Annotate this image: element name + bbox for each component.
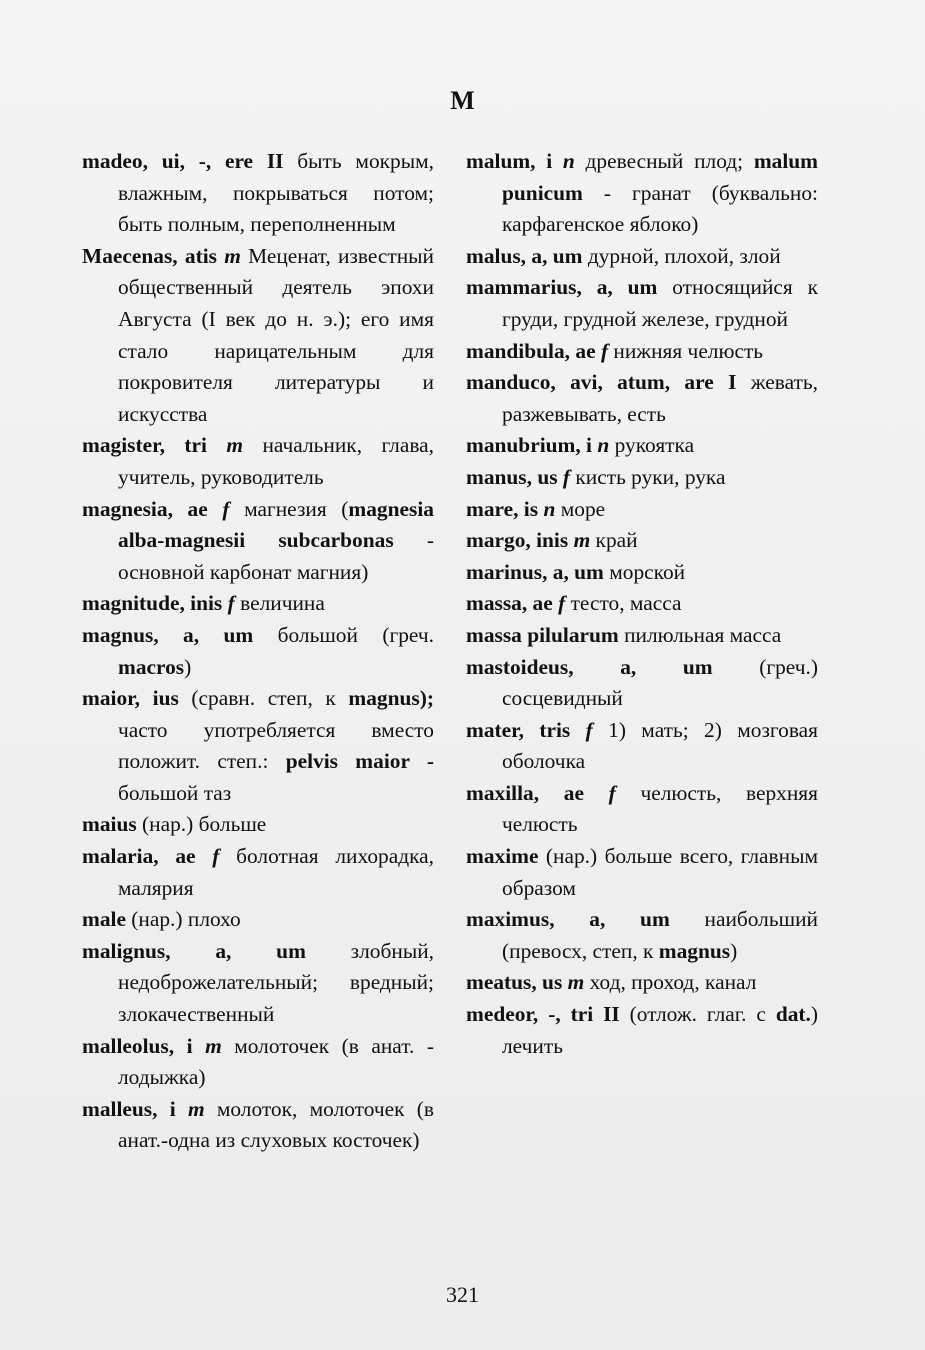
entry-definition: дурной, плохой, злой bbox=[582, 243, 781, 268]
dictionary-entry bbox=[82, 494, 434, 589]
entry-headword: maxilla, ae bbox=[466, 780, 584, 805]
entry-definition: древесный плод; bbox=[574, 149, 754, 173]
dictionary-entry bbox=[466, 967, 818, 999]
entry-headword: mastoideus, a, um bbox=[466, 654, 713, 679]
entry-definition: Меценат, известный общественный деятель эпохи Августа (I век до н. э.); его имя стало нарицательным для покровителя литературы и искусства bbox=[118, 243, 434, 426]
entry-headword: malus, a, um bbox=[466, 243, 583, 268]
dictionary-entry bbox=[82, 1094, 434, 1157]
entry-headword: male bbox=[82, 907, 126, 932]
entry-headword: margo, inis bbox=[466, 528, 569, 553]
entry-definition: молоток, молоточек (в анат.-одна из слуховых косточек) bbox=[118, 1096, 434, 1153]
dictionary-entry bbox=[82, 936, 434, 1031]
entry-definition: жевать, разжевывать, есть bbox=[502, 370, 818, 426]
dictionary-entry bbox=[82, 841, 434, 904]
entry-definition: (нар.) плохо bbox=[125, 907, 241, 932]
entry-latin-term: magnus); bbox=[348, 686, 434, 711]
entry-gender: f bbox=[212, 844, 220, 869]
dictionary-entry bbox=[82, 809, 434, 841]
entry-headword: mare, is bbox=[466, 496, 539, 521]
page-number: 321 bbox=[446, 1282, 479, 1307]
dictionary-entry bbox=[466, 620, 818, 652]
dictionary-entry bbox=[82, 241, 434, 431]
entry-definition: нижняя челюсть bbox=[608, 338, 764, 363]
dictionary-entry bbox=[466, 904, 818, 967]
entry-definition: (греч.) сосцевидный bbox=[502, 654, 818, 711]
entry-latin-term: magnus bbox=[658, 938, 731, 963]
entry-definition: пилюльная масса bbox=[618, 622, 782, 647]
entry-headword: magister, tri bbox=[82, 433, 207, 458]
entry-headword: malaria, ae bbox=[82, 844, 196, 869]
left-column bbox=[82, 146, 434, 1157]
entry-gender: f bbox=[585, 717, 593, 742]
entry-headword: malignus, a, um bbox=[82, 938, 306, 963]
entry-gender: m bbox=[567, 970, 585, 995]
dictionary-entry bbox=[466, 588, 818, 620]
entry-definition-cont: ) bbox=[184, 654, 192, 679]
entry-headword: medeor, -, tri II bbox=[466, 1002, 620, 1027]
entry-gender: m bbox=[205, 1033, 222, 1058]
entry-gender: n bbox=[543, 496, 556, 521]
entry-headword: magnus, a, um bbox=[82, 622, 254, 647]
section-letter: M bbox=[450, 86, 475, 115]
dictionary-entry bbox=[466, 462, 818, 494]
entry-headword: massa pilularum bbox=[466, 622, 619, 647]
entry-gender: f bbox=[562, 464, 571, 489]
entry-definition: относящийся к груди, грудной железе, грудной bbox=[502, 275, 818, 331]
entry-definition: болотная лихорадка, малярия bbox=[118, 844, 435, 900]
entry-definition: рукоятка bbox=[609, 433, 695, 458]
entry-headword: meatus, us bbox=[466, 970, 563, 995]
dictionary-entry bbox=[466, 841, 818, 904]
entry-headword: malum, i bbox=[466, 149, 553, 173]
entry-gender: m bbox=[573, 528, 591, 553]
dictionary-entry bbox=[82, 620, 434, 683]
entry-headword: magnesia, ae bbox=[82, 496, 208, 521]
dictionary-entry bbox=[466, 525, 818, 557]
dictionary-entry bbox=[466, 367, 818, 430]
dictionary-entry bbox=[82, 588, 434, 620]
entry-headword: manus, us bbox=[466, 464, 558, 489]
dictionary-entry bbox=[82, 1031, 434, 1094]
entry-latin-term: pelvis maior - bbox=[285, 749, 434, 774]
entry-gender: f bbox=[227, 591, 235, 616]
dictionary-entry bbox=[466, 430, 818, 462]
entry-definition: море bbox=[555, 496, 606, 521]
entry-gender: f bbox=[608, 780, 616, 805]
entry-latin-term: malum punicum bbox=[502, 149, 819, 205]
entry-headword: marinus, a, um bbox=[466, 559, 604, 584]
entry-gender: n bbox=[562, 149, 575, 173]
entry-definition-cont: ) bbox=[730, 938, 738, 963]
entry-headword: madeo, ui, -, ere II bbox=[82, 149, 284, 173]
entry-definition: величина bbox=[234, 591, 325, 616]
dictionary-entry bbox=[82, 904, 434, 936]
entry-gender: f bbox=[222, 496, 230, 521]
dictionary-entry bbox=[466, 778, 818, 841]
dictionary-entry bbox=[466, 241, 818, 273]
dictionary-entry bbox=[466, 999, 818, 1062]
entry-headword: mandibula, ae bbox=[466, 338, 596, 363]
dictionary-entry bbox=[466, 272, 818, 335]
entry-gender: n bbox=[597, 433, 610, 458]
entry-definition: 1) мать; 2) мозговая оболочка bbox=[502, 717, 818, 774]
entry-definition: ход, проход, канал bbox=[584, 970, 757, 995]
entry-gender: m bbox=[226, 433, 244, 458]
entry-definition: молоточек (в анат. - лодыжка) bbox=[118, 1033, 434, 1090]
dictionary-entry bbox=[82, 146, 434, 241]
entry-definition-cont: - гранат (буквально: карфагенское яблоко) bbox=[502, 180, 818, 237]
dictionary-entry bbox=[466, 494, 818, 526]
entry-gender: m bbox=[187, 1096, 205, 1121]
entry-latin-term: macros bbox=[118, 654, 185, 679]
entry-latin-term: dat. bbox=[775, 1002, 811, 1027]
entry-headword: manubrium, i bbox=[466, 433, 592, 458]
entry-gender: m bbox=[224, 243, 241, 268]
entry-definition: (нар.) больше bbox=[136, 812, 267, 837]
entry-definition: большой (греч. bbox=[253, 622, 434, 647]
entry-definition: край bbox=[590, 528, 638, 553]
entry-definition: морской bbox=[603, 559, 686, 584]
entry-headword: mammarius, a, um bbox=[466, 275, 658, 300]
entry-definition: челюсть, верхняя челюсть bbox=[502, 780, 818, 837]
entry-definition: злобный, недоброжелательный; вредный; злокачественный bbox=[118, 938, 434, 1027]
entry-headword: maxime bbox=[466, 844, 539, 869]
entry-definition-cont: ) лечить bbox=[502, 1002, 819, 1058]
entry-headword: malleolus, i bbox=[82, 1033, 193, 1058]
entry-headword: Maecenas, atis bbox=[82, 243, 217, 268]
entry-definition: (нар.) больше всего, главным образом bbox=[502, 844, 818, 900]
entry-definition: кисть руки, рука bbox=[570, 464, 726, 489]
entry-definition-cont: часто употребляется вместо положит. степ.: bbox=[118, 717, 434, 774]
entry-definition-cont: - основной карбонат магния) bbox=[118, 528, 434, 584]
entry-headword: magnitude, inis bbox=[82, 591, 223, 616]
entry-headword: malleus, i bbox=[82, 1096, 176, 1121]
entry-gender: f bbox=[600, 338, 609, 363]
dictionary-entry bbox=[82, 683, 434, 809]
entry-headword: manduco, avi, atum, are I bbox=[466, 370, 737, 395]
entry-definition-cont: большой таз bbox=[118, 780, 232, 805]
entry-definition: начальник, глава, учитель, руководитель bbox=[118, 433, 434, 489]
entry-definition: быть мокрым, влажным, покрываться потом; быть полным, переполненным bbox=[118, 149, 434, 237]
entry-gender: f bbox=[558, 591, 566, 616]
entry-headword: maximus, a, um bbox=[466, 907, 670, 932]
dictionary-entry bbox=[466, 146, 818, 241]
entry-headword: mater, tris bbox=[466, 717, 571, 742]
entry-definition: (сравн. степ, к bbox=[178, 686, 349, 711]
entry-definition: наибольший (превосх, степ, к bbox=[502, 907, 818, 963]
entry-headword: maius bbox=[82, 812, 137, 837]
right-column bbox=[466, 146, 818, 1062]
entry-headword: massa, ae bbox=[466, 591, 553, 616]
dictionary-entry bbox=[466, 652, 818, 715]
entry-definition: тесто, масса bbox=[565, 591, 682, 616]
entry-latin-term: magnesia alba-magnesii subcarbonas bbox=[118, 496, 434, 553]
entry-definition: (отлож. глаг. с bbox=[619, 1002, 776, 1027]
dictionary-entry bbox=[466, 715, 818, 778]
dictionary-entry bbox=[466, 336, 818, 368]
dictionary-entry bbox=[82, 430, 434, 493]
entry-definition: магнезия ( bbox=[229, 496, 349, 521]
dictionary-entry bbox=[466, 557, 818, 589]
entry-headword: maior, ius bbox=[82, 686, 179, 711]
